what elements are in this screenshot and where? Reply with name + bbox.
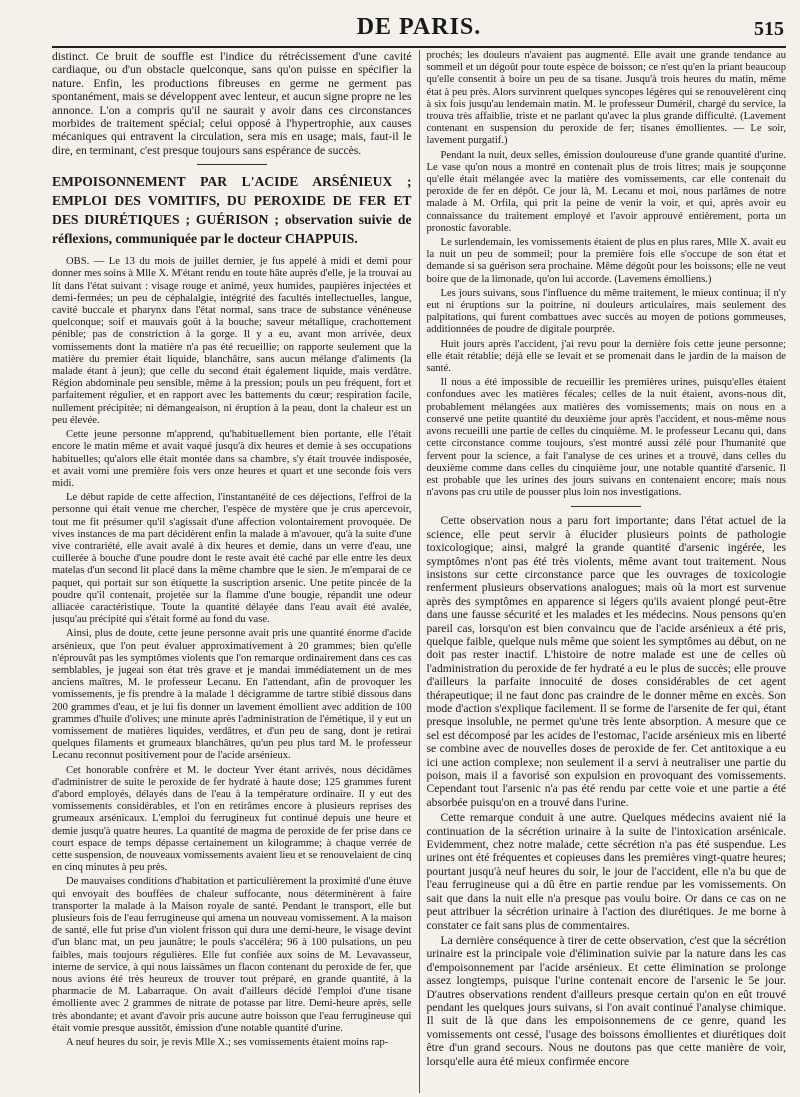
page-number: 515 xyxy=(754,18,784,40)
paragraph: Les jours suivans, sous l'influence du même traitement, le mieux continua; il n'y eut ni éruptions sur la poitrine, ni douleurs articulaires, mais seulement des palpitations, qui furent combattues avec succès au moyen de potions gommeuses, additionnées de poudre de digitale pourprée. xyxy=(426,287,786,336)
masthead-title: DE PARIS. xyxy=(356,14,482,40)
paragraph: OBS. — Le 13 du mois de juillet dernier, je fus appelé à midi et demi pour donner mes soins à Mlle X. M'étant rendu en toute hâte auprès d'elle, je la trouvai au lit dans l'état suivant : visage rouge et animé, yeux humides, paupières injectées et demi-fermées; un peu de céphalalgie, intégrité des facultés intellectuelles, langue, cavité buccale et pharynx dans l'état normal, sans trace de substance vénéneuse quelconque; soif et mauvais goût à la bouche; saveur métallique, crachottement pénible; pas de constriction à la gorge. Il y a eu, avant mon arrivée, deux vomissements dont la matière n'a pas été recueillie; on rapporte seulement que la matière du premier était liquide, blanchâtre, sans aucun mélange d'aliments (la malade étant à jeun); que celle du second était également liquide, mais verdâtre. Région abdominale peu sensible, même à la pression; pouls un peu fréquent, fort et parfaitement régulier, et en rapport avec les battements du cœur; respiration facile, nullement précipitée; ni démangeaison, ni éruption à la peau, dont la chaleur est un peu élevée. xyxy=(52,256,412,426)
paragraph: De mauvaises conditions d'habitation et particulièrement la proximité d'une étuve qui envoyait des bouffées de chaleur suffocante, nous déterminèrent à faire transporter la malade à la Maison royale de santé. Pendant le transport, elle but plusieurs fois de l'eau ferrugineuse qui amena un nouveau vomissement. A la maison de santé, elle fut prise d'un violent frisson qui dura une demi-heure, le visage devint d'un blanc mat, un peu jaunâtre; le pouls s'accéléra; 96 à 100 pulsations, un peu faibles, mais toujours régulières. Elle fut confiée aux soins de M. Levavasseur, interne de service, à qui nous laissâmes un flacon contenant du peroxide de fer, que nous avions été très heureux de trouver tout préparé, en grande quantité, à la pharmacie de M. Labarraque. On avait d'ailleurs décidé l'emploi d'une tisane émolliente avec 2 grammes de nitrate de potasse par litre. Demi-heure après, selle très abondante; et avant d'avoir pris aucune autre boisson que l'eau ferrugineuse qui était vomie presque aussitôt, émission d'une notable quantité d'urine. xyxy=(52,876,412,1034)
page-header xyxy=(52,0,786,48)
paragraph: Le surlendemain, les vomissements étaient de plus en plus rares, Mlle X. avait eu la nuit un peu de sommeil; pour la première fois elle s'occupe de son état et demande si sa guérison sera prochaine. Même dégoût pour les boissons; elle ne veut boire que de la limonade, qu'on lui accorde. (Lavemens émolliens.) xyxy=(426,237,786,285)
commentary-paragraph: La dernière conséquence à tirer de cette observation, c'est que la sécrétion urinaire est la principale voie d'élimination suivie par la nature dans les cas d'empoisonnement par l'acide arsénieux. Et cette élimination se prolonge assez longtemps, puisque l'urine contenait encore de l'arsenic le 5e jour. D'autres observations rendent d'ailleurs presque certain qu'on en eût trouvé pendant les quelques jours suivans, si l'on avait continué l'analyse chimique. Il suit de là que dans les empoisonnemens de ce genre, quand les vomissements ont cessé, l'usage des boissons émollientes et diurétiques doit être d'un grand secours. Nous ne doutons pas que cette manière de voir, lorsqu'elle aura été mieux confirmée encore xyxy=(426,933,786,1068)
paragraph: prochés; les douleurs n'avaient pas augmenté. Elle avait une grande tendance au sommeil et un dégoût pour toute espèce de boisson; ce n'est qu'en la priant beaucoup qu'elle consentit à boire un peu de sa tisane. Jusqu'à trois heures du matin, même état à peu près. Alors survinrent quelques syncopes légères qui se renouvelèrent cinq à six fois jusqu'au lendemain matin. M. le professeur Duméril, chargé du service, la trouva très affaiblie, triste et ne parlant qu'avec la plus grande difficulté. (Lavement contenant en suspension du peroxide de fer; tisanes émollientes. — Le soir, lavement purgatif.) xyxy=(426,50,786,147)
text-columns xyxy=(52,50,786,1093)
intro-paragraph: distinct. Ce bruit de souffle est l'indice du rétrécissement d'une cavité cardiaque, ou d'un obstacle quelconque, sans qu'on puisse en spécifier la nature. Enfin, les productions fibreuses en germe ne germent pas spontanément, mais se développent avec lenteur, et aucun signe propre ne les annonce. L'on a compris qu'il ne saurait y avoir dans ces circonstances morbides de traitement spécial; celui opposé à l'hypertrophie, aux causes mécaniques qui entravent la circulation, sera mis en usage; mais, faut-il le dire, en terminant, c'est presque toujours sans espérance de succès. xyxy=(52,50,412,157)
section-divider xyxy=(197,164,267,165)
paragraph: Cette jeune personne m'apprend, qu'habituellement bien portante, elle l'était encore le matin même et avait vaqué jusqu'à dix heures et demie à ses occupations habituelles; qu'alors elle était montée dans sa chambre, s'y était trouvée indisposée, et avait vomi une première fois vers onze heures et quart et une seconde fois vers midi. xyxy=(52,429,412,489)
left-column xyxy=(52,50,419,1093)
section-divider xyxy=(571,506,641,507)
paragraph: Ainsi, plus de doute, cette jeune personne avait pris une quantité énorme d'acide arsénieux, que l'on peut évaluer approximativement à 20 grammes; bien qu'elle n'éprouvât pas les symptômes violents que l'on remarque ordinairement dans ces cas semblables, je jugeai son état très grave et je mandai immédiatement un de mes anciens maîtres, M. le professeur Lecanu. En l'attendant, afin de provoquer les vomissements, je fis prendre à la malade 1 décigramme de tartre stibié dissous dans 200 grammes d'eau, et je lui fis donner un lavement émollient avec addition de 100 grammes d'huile d'olives; une minute après l'administration de l'émétique, il y eut un vomissement de matières liquides, verdâtres, et d'un peu de sang, dont je retirai quelques filaments et grumeaux blanchâtres, qu'un peu plus tard M. le professeur Lecanu reconnut positivement pour de l'acide arsénieux. xyxy=(52,628,412,762)
commentary-paragraph: Cette observation nous a paru fort importante; dans l'état actuel de la science, elle peut servir à élucider plusieurs points de pathologie toxicologique; ainsi, malgré la grande quantité d'arsenic ingérée, les symptômes n'ont pas été très violents, même avant tout traitement. Nous insistons sur cette circonstance parce que les ouvrages de toxicologie renferment plusieurs observations analogues; mais où la mort est survenue après des symptômes en apparence si légers qu'ils avaient plongé peut-être dans une fausse sécurité et les malades et les médecins. Nous pensons qu'en pareil cas, lorsqu'on est bien convaincu que de l'acide arsénieux a été pris, quelque faible, quelque nuls même que soient les symptômes au début, on ne doit pas rester inactif. L'histoire de notre malade est une de celles où l'administration du peroxide de fer hydraté a eu le plus de succès; elle prouve d'ailleurs la parfaite innocuité de doses considérables de cet agent thérapeutique; il ne faut donc pas craindre de le donner même en excès. Son mode d'action s'explique facilement. Il se forme de l'arsenite de fer qui, étant presque insoluble, ne permet qu'une très lente absorption. A mesure que ce sel est décomposé par les acides de l'estomac, l'acide arsénieux mis en liberté se combine avec de nouvelles doses de peroxide de fer. Cet antitoxique a eu ici une action complexe; non seulement il a servi à neutraliser une partie du poison, mais il a favorisé son expulsion en provoquant des vomissements. Cependant tout l'arsenic n'a pas été rendu par cette voie et une partie a été absorbée puisqu'on en a trouvé dans l'urine. xyxy=(426,514,786,809)
paragraph: Le début rapide de cette affection, l'instantanéité de ces déjections, l'effroi de la personne qui était venue me chercher, l'espèce de mystère que je crus apercevoir, tout me fit présumer qu'il s'agissait d'une affection volontairement provoquée. De vives instances de ma part décidèrent enfin la malade à m'avouer, qu'à la suite d'une vive contrariété, elle avait avalé à dix heures et demie, dans un verre d'eau, une cuillerée à bouche d'une poudre dont le reste avait été caché par elle entre les deux matelas d'un second lit placé dans la même chambre que le sien. Je m'emparai de ce paquet, qui portait sur son étiquette la suscription arsenic. Une petite pincée de la poudre qu'il contenait, projetée sur la flamme d'une bougie, répandit une odeur alliacée caractéristique. Toute la quantité délayée dans l'eau avait été avalée, jusqu'au précipité qui s'était formé au fond du vase. xyxy=(52,492,412,626)
paragraph: Huit jours après l'accident, j'ai revu pour la dernière fois cette jeune personne; elle était rétablie; déjà elle se levait et se promenait dans le jardin de la maison de santé. xyxy=(426,338,786,375)
paragraph: A neuf heures du soir, je revis Mlle X.; ses vomissements étaient moins rap- xyxy=(66,1037,389,1049)
paragraph: Pendant la nuit, deux selles, émission douloureuse d'une grande quantité d'urine. Le vase qu'on nous a montré en contenait plus de trois litres; mais je soupçonne qu'elle était mélangée avec la matière des vomissements, car elle contenait du peroxide de fer en dépôt. Ce jour là, M. Lecanu et moi, nous parlâmes de notre malade à M. Orfila, qui prit la peine de venir la voir, et qui, après avoir eu connaissance du traitement employé et l'avoir approuvé entièrement, porta un pronostic favorable. xyxy=(426,149,786,234)
paragraph: Cet honorable confrère et M. le docteur Yver étant arrivés, nous décidâmes d'administrer de suite le peroxide de fer hydraté à haute dose; 125 grammes furent d'abord employés, délayés dans de l'eau à la température ordinaire. Il y eut des vomissements considérables, et l'on en retirâmes encore à plusieurs reprises des grumeaux arsénicaux. L'emploi du ferrugineux fut continué depuis une heure et demie jusqu'à quatre heures. La quantité de magma de peroxide de fer prise dans ce court espace de temps dépasse certainement un kilogramme; à chaque verrée de cette suspension, de nouveaux vomissements avaient lieu et se renouvelaient de cinq en cinq minutes à peu près. xyxy=(52,764,412,874)
right-column xyxy=(419,50,787,1093)
article-title: EMPOISONNEMENT PAR L'ACIDE ARSÉNIEUX ; EMPLOI DES VOMITIFS, DU PEROXIDE DE FER ET DES DIURÉTIQUES ; GUÉRISON ; observation suivie de réflexions, communiquée par le docteur CHAPPUIS. xyxy=(52,174,412,247)
paragraph: Il nous a été impossible de recueillir les premières urines, puisqu'elles étaient confondues avec les matières fécales; celles de la nuit étaient, avons-nous dit, probablement mélangées aux matières des vomissements; mais on nous en a conservé une petite quantité du deuxième jour après l'accident, et nous-même nous avons recueilli une partie de celles du cinquième. M. le professeur Lecanu qui, dans cette circonstance comme toujours, s'est montré aussi zélé pour l'humanité que fervent pour la science, a fait l'analyse de ces urines et a trouvé, dans celles du deuxième comme dans celles du cinquième jour, une notable quantité d'arsenic. Il est probable que les urines des jours suivans en contenaient encore; mais nous n'avons pas cru utile de pousser plus loin nos investigations. xyxy=(426,377,786,499)
commentary-paragraph: Cette remarque conduit à une autre. Quelques médecins avaient nié la continuation de la sécrétion urinaire à la suite de l'intoxication arsénicale. Evidemment, chez notre malade, cette sécrétion n'a pas été suspendue. Les urines ont été fréquentes et copieuses dans les premières vingt-quatre heures; pourtant jusqu'à neuf heures du soir, le jour de l'accident, elle n'a bu que de l'eau ferrugineuse qui a dû être en partie rendue par les vomissements. On sait que dans la nuit elle n'a presque pas voulu boire. Or dans ce cas on ne peut attribuer la sécrétion urinaire à l'action des diurétiques. Je me borne à constater ce fait sans plus de commentaires. xyxy=(426,811,786,932)
